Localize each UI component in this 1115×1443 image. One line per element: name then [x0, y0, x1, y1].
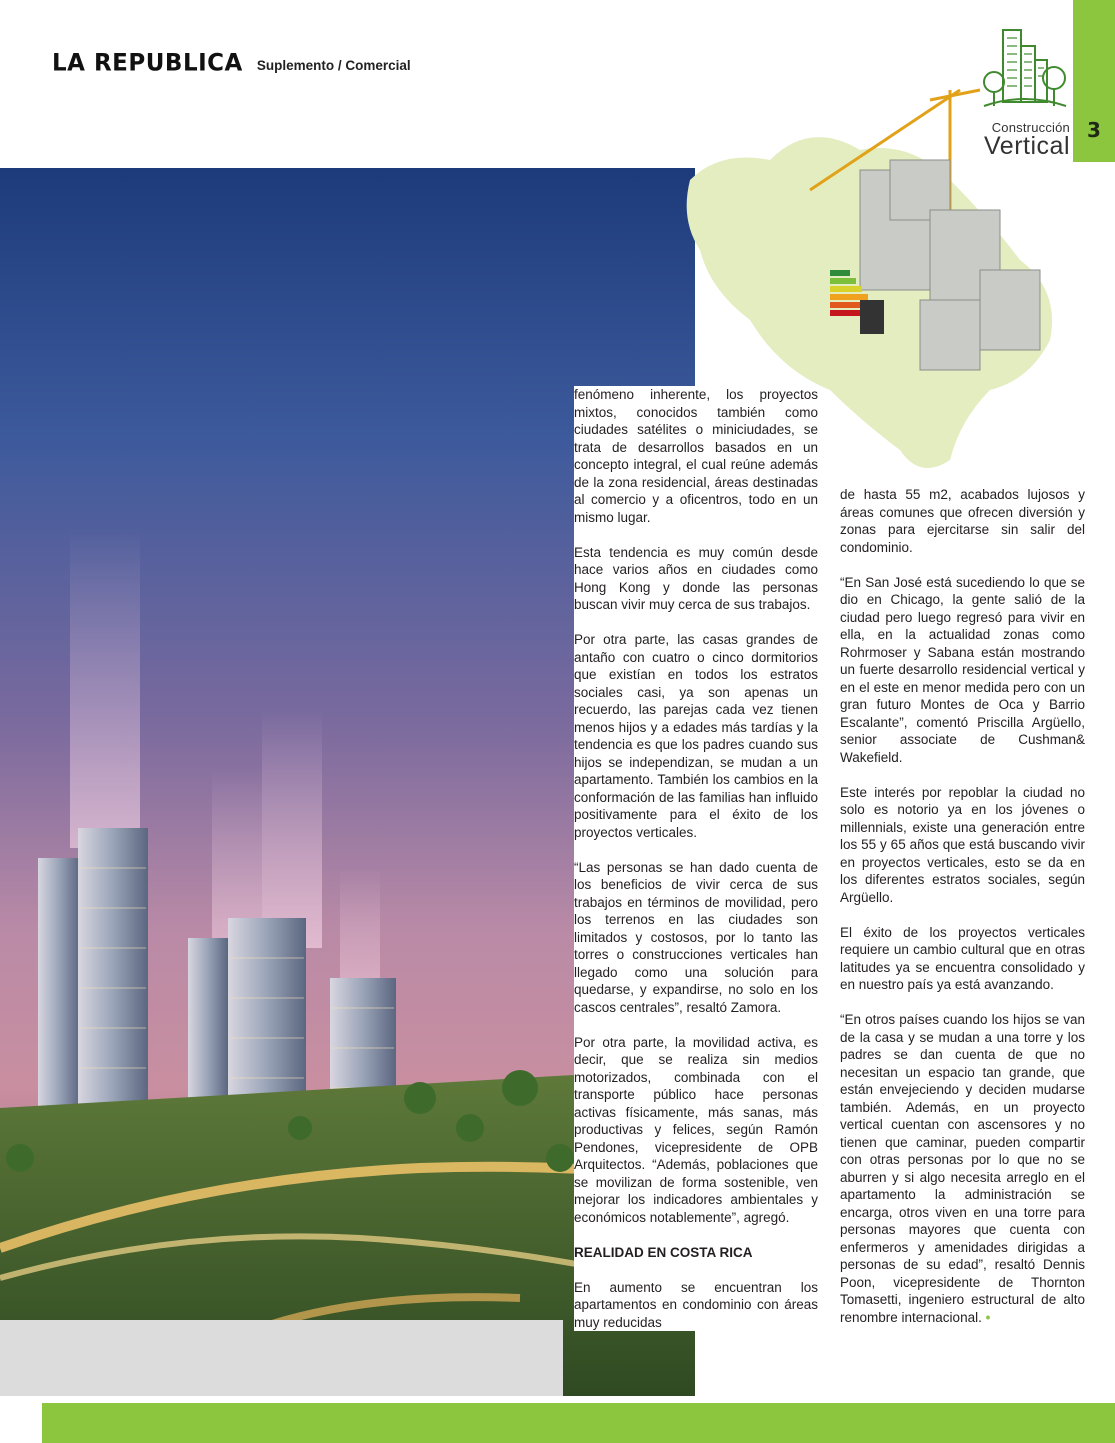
paragraph: En aumento se encuentran los apartamentos en condominio con áreas muy reducidas	[574, 1279, 818, 1330]
subheading: REALIDAD EN COSTA RICA	[574, 1244, 753, 1260]
article-column-1	[574, 386, 818, 1331]
section-title-line2: Vertical	[984, 132, 1070, 160]
paragraph: El éxito de los proyectos verticales requiere un cambio cultural que en otras latitudes ya se encuentra consolidado y en nuestro país ya está avanzando.	[840, 924, 1085, 992]
paragraph: “Las personas se han dado cuenta de los beneficios de vivir cerca de sus trabajos en términos de movilidad, pero los terrenos en las ciudades son limitados y costosos, por lo tanto las torres o construcciones verticales han llegado como una solución para quedarse, y expandirse, no solo en los cascos centrales”, resaltó Zamora.	[574, 859, 818, 1015]
end-mark: •	[985, 1309, 991, 1325]
paragraph	[840, 1011, 1085, 1326]
supplement-label: Suplemento / Comercial	[256, 58, 411, 73]
bottom-green-bar	[42, 1403, 1115, 1443]
gray-band	[0, 1320, 563, 1396]
paragraph: fenómeno inherente, los proyectos mixtos, conocidos también como ciudades satélites o miniciudades, se trata de desarrollos basados en un concepto integral, el cual reúne además de la zona residencial, áreas destinadas al comercio y a oficentros, todo en un mismo lugar.	[574, 387, 818, 525]
publication-logo: LA REPUBLICA	[52, 49, 243, 77]
page-number: 3	[1087, 118, 1101, 142]
paragraph: Por otra parte, la movilidad activa, es decir, que se realiza sin medios motorizados, combinada con el transporte público hace personas activas físicamente, más sanas, más productivas y felices, según Ramón Pendones, vicepresidente de OPB Arquitectos. “Además, poblaciones que se movilizan de forma sostenible, ven mejorar los indicadores ambientales y económicos notablemente”, agregó.	[574, 1034, 818, 1225]
paragraph: de hasta 55 m2, acabados lujosos y áreas comunes que ofrecen diversión y zonas para ejercitarse sin salir del condominio.	[840, 487, 1085, 555]
article-column-2	[840, 486, 1085, 1326]
paragraph: Este interés por repoblar la ciudad no solo es notorio ya en los jóvenes o millennials, existe una generación entre los 55 y 65 años que está buscando vivir en proyectos verticales, esto se da en los diferentes estratos sociales, según Argüello.	[840, 784, 1085, 905]
paragraph: “En San José está sucediendo lo que se dio en Chicago, la gente salió de la ciudad pero luego regresó para vivir en ella, en la actualidad zonas como Rohrmoser y Sabana están mostrando un fuerte desarrollo residencial vertical y en el este en menor medida pero con un gran futuro Montes de Oca y Barrio Escalante”, comentó Priscilla Argüello, senior associate de Cushman& Wakefield.	[840, 574, 1085, 765]
paragraph: Por otra parte, las casas grandes de antaño con cuatro o cinco dormitorios que existían en todos los estratos sociales casi, ya son apenas un recuerdo, las parejas cada vez tienen menos hijos y a edades más tardías y la tendencia es que los padres cuando sus hijos se independizan, se mudan a un apartamento. También los cambios en la conformación de las familias han influido positivamente para el éxito de los proyectos verticales.	[574, 632, 818, 840]
paragraph: Esta tendencia es muy común desde hace varios años en ciudades como Hong Kong y donde las personas buscan vivir muy cerca de sus trabajos.	[574, 544, 818, 612]
masthead	[52, 50, 411, 76]
paragraph-text: “En otros países cuando los hijos se van de la casa y se mudan a una torre y los padres se dan cuenta de que no necesitan un espacio tan grande, que están envejeciendo y deciden mudarse también. Además, en un proyecto vertical cuentan con ascensores y no tienen que caminar, pueden compartir con otras personas por lo que no se aburren y si algo necesita arreglo en el apartamento la administración se encarga, otros viven en una torre para personas mayores que cuenta con enfermeros y amenidades dirigidas a personas de su edad”, resaltó Dennis Poon, vicepresidente de Thornton Tomasetti, ingeniero estructural de alto renombre internacional.	[840, 1012, 1085, 1325]
section-title-line1: Construcción	[991, 120, 1070, 135]
